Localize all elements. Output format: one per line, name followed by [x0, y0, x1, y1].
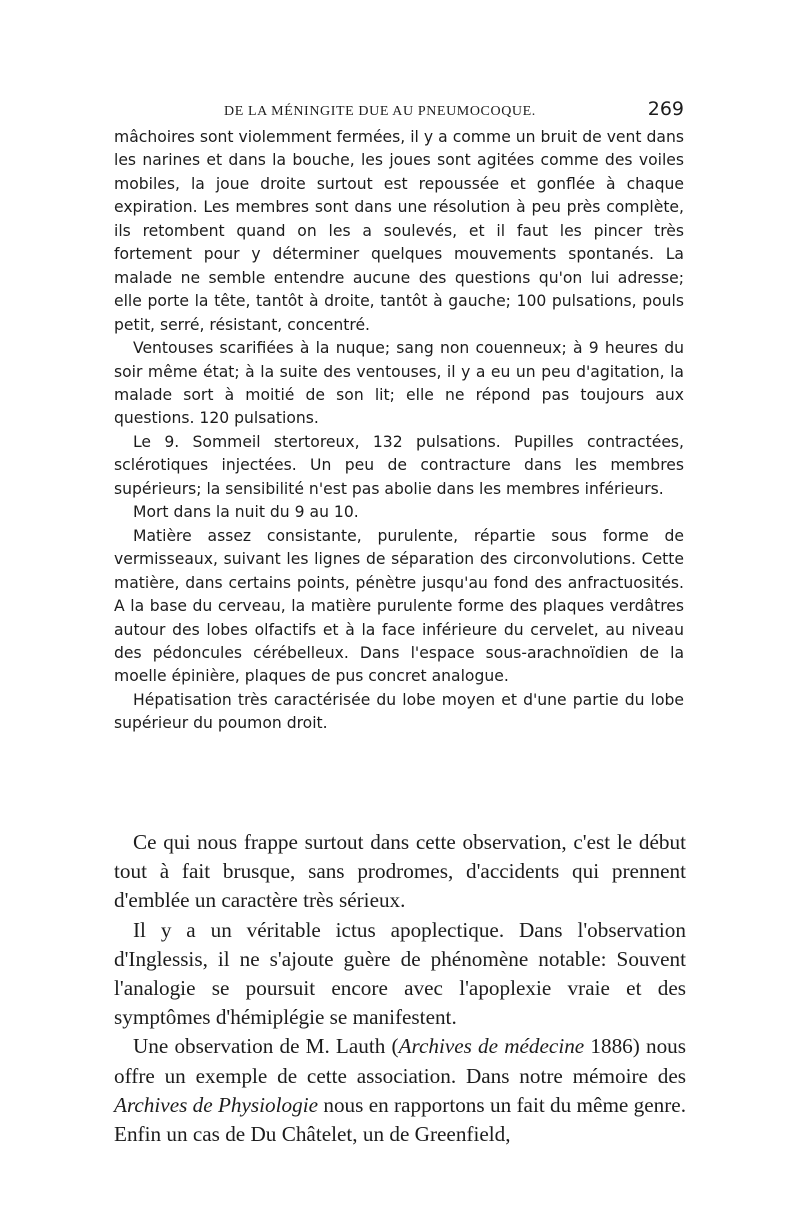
observation-paragraph: mâchoires sont violemment fermées, il y a comme un bruit de vent dans les narines et dans la bouche, les joues sont agitées comme des voiles mobiles, la joue droite surtout est repoussée et gonflée à chaque expiration. Les membres sont dans une résolution à peu près complète, ils retombent quand on les a soulevés, et il faut les pincer très fortement pour y déterminer quelques mouvements spontanés. La malade ne semble entendre aucune des questions qu'on lui adresse; elle porte la tête, tantôt à droite, tantôt à gauche; 100 pulsations, pouls petit, serré, résistant, concentré. — [114, 128, 684, 334]
page-header — [114, 98, 684, 124]
commentary-paragraph: Ce qui nous frappe surtout dans cette observation, c'est le début tout à fait brusque, sans prodromes, d'accidents qui prennent d'emblée un caractère très sérieux. — [114, 830, 686, 913]
observation-text — [114, 126, 684, 736]
commentary-text — [114, 828, 686, 1149]
autopsy-paragraph: Matière assez consistante, purulente, répartie sous forme de vermisseaux, suivant les lignes de séparation des circonvolutions. Cette matière, dans certains points, pénètre jusqu'au fond des anfractuosités. A la base du cerveau, la matière purulente forme des plaques verdâtres autour des lobes olfactifs et à la face inférieure du cervelet, au niveau des pédoncules cérébelleux. Dans l'espace sous-arachnoïdien de la moelle épinière, plaques de pus concret analogue. — [114, 526, 684, 686]
commentary-text-run: nous en rapportons un fait du même genre. Enfin un cas de Du Châtelet, un de Greenfield, — [114, 1092, 686, 1147]
commentary-text-run: Une observation de M. Lauth ( — [133, 1034, 399, 1059]
autopsy-paragraph: Hépatisation très caractérisée du lobe moyen et d'une partie du lobe supérieur du poumon droit. — [114, 690, 684, 733]
running-title: DE LA MÉNINGITE DUE AU PNEUMOCOQUE. — [224, 104, 536, 119]
observation-paragraph: Ventouses scarifiées à la nuque; sang non couenneux; à 9 heures du soir même état; à la suite des ventouses, il y a eu un peu d'agitation, la malade sort à moitié de son lit; elle ne répond pas toujours aux questions. 120 pulsations. — [114, 339, 684, 428]
observation-paragraph: Mort dans la nuit du 9 au 10. — [133, 503, 359, 522]
journal-title: Archives de Physiologie — [114, 1092, 319, 1117]
journal-title: Archives de médecine — [398, 1034, 585, 1059]
commentary-paragraph — [114, 1032, 686, 1149]
page-number: 269 — [647, 98, 684, 120]
commentary-text-run: 1886) nous offre un exemple de cette association. Dans notre mémoire des — [114, 1034, 686, 1088]
observation-paragraph: Le 9. Sommeil stertoreux, 132 pulsations. Pupilles contractées, sclérotiques injectées. Un peu de contracture dans les membres supérieurs; la sensibilité n'est pas abolie dans les membres inférieurs. — [114, 432, 684, 498]
commentary-paragraph: Il y a un véritable ictus apoplectique. Dans l'observation d'Inglessis, il ne s'ajoute guère de phénomène notable: Souvent l'analogie se poursuit encore avec l'apoplexie vraie et des symptômes d'hémiplégie se manifestent. — [114, 917, 686, 1030]
